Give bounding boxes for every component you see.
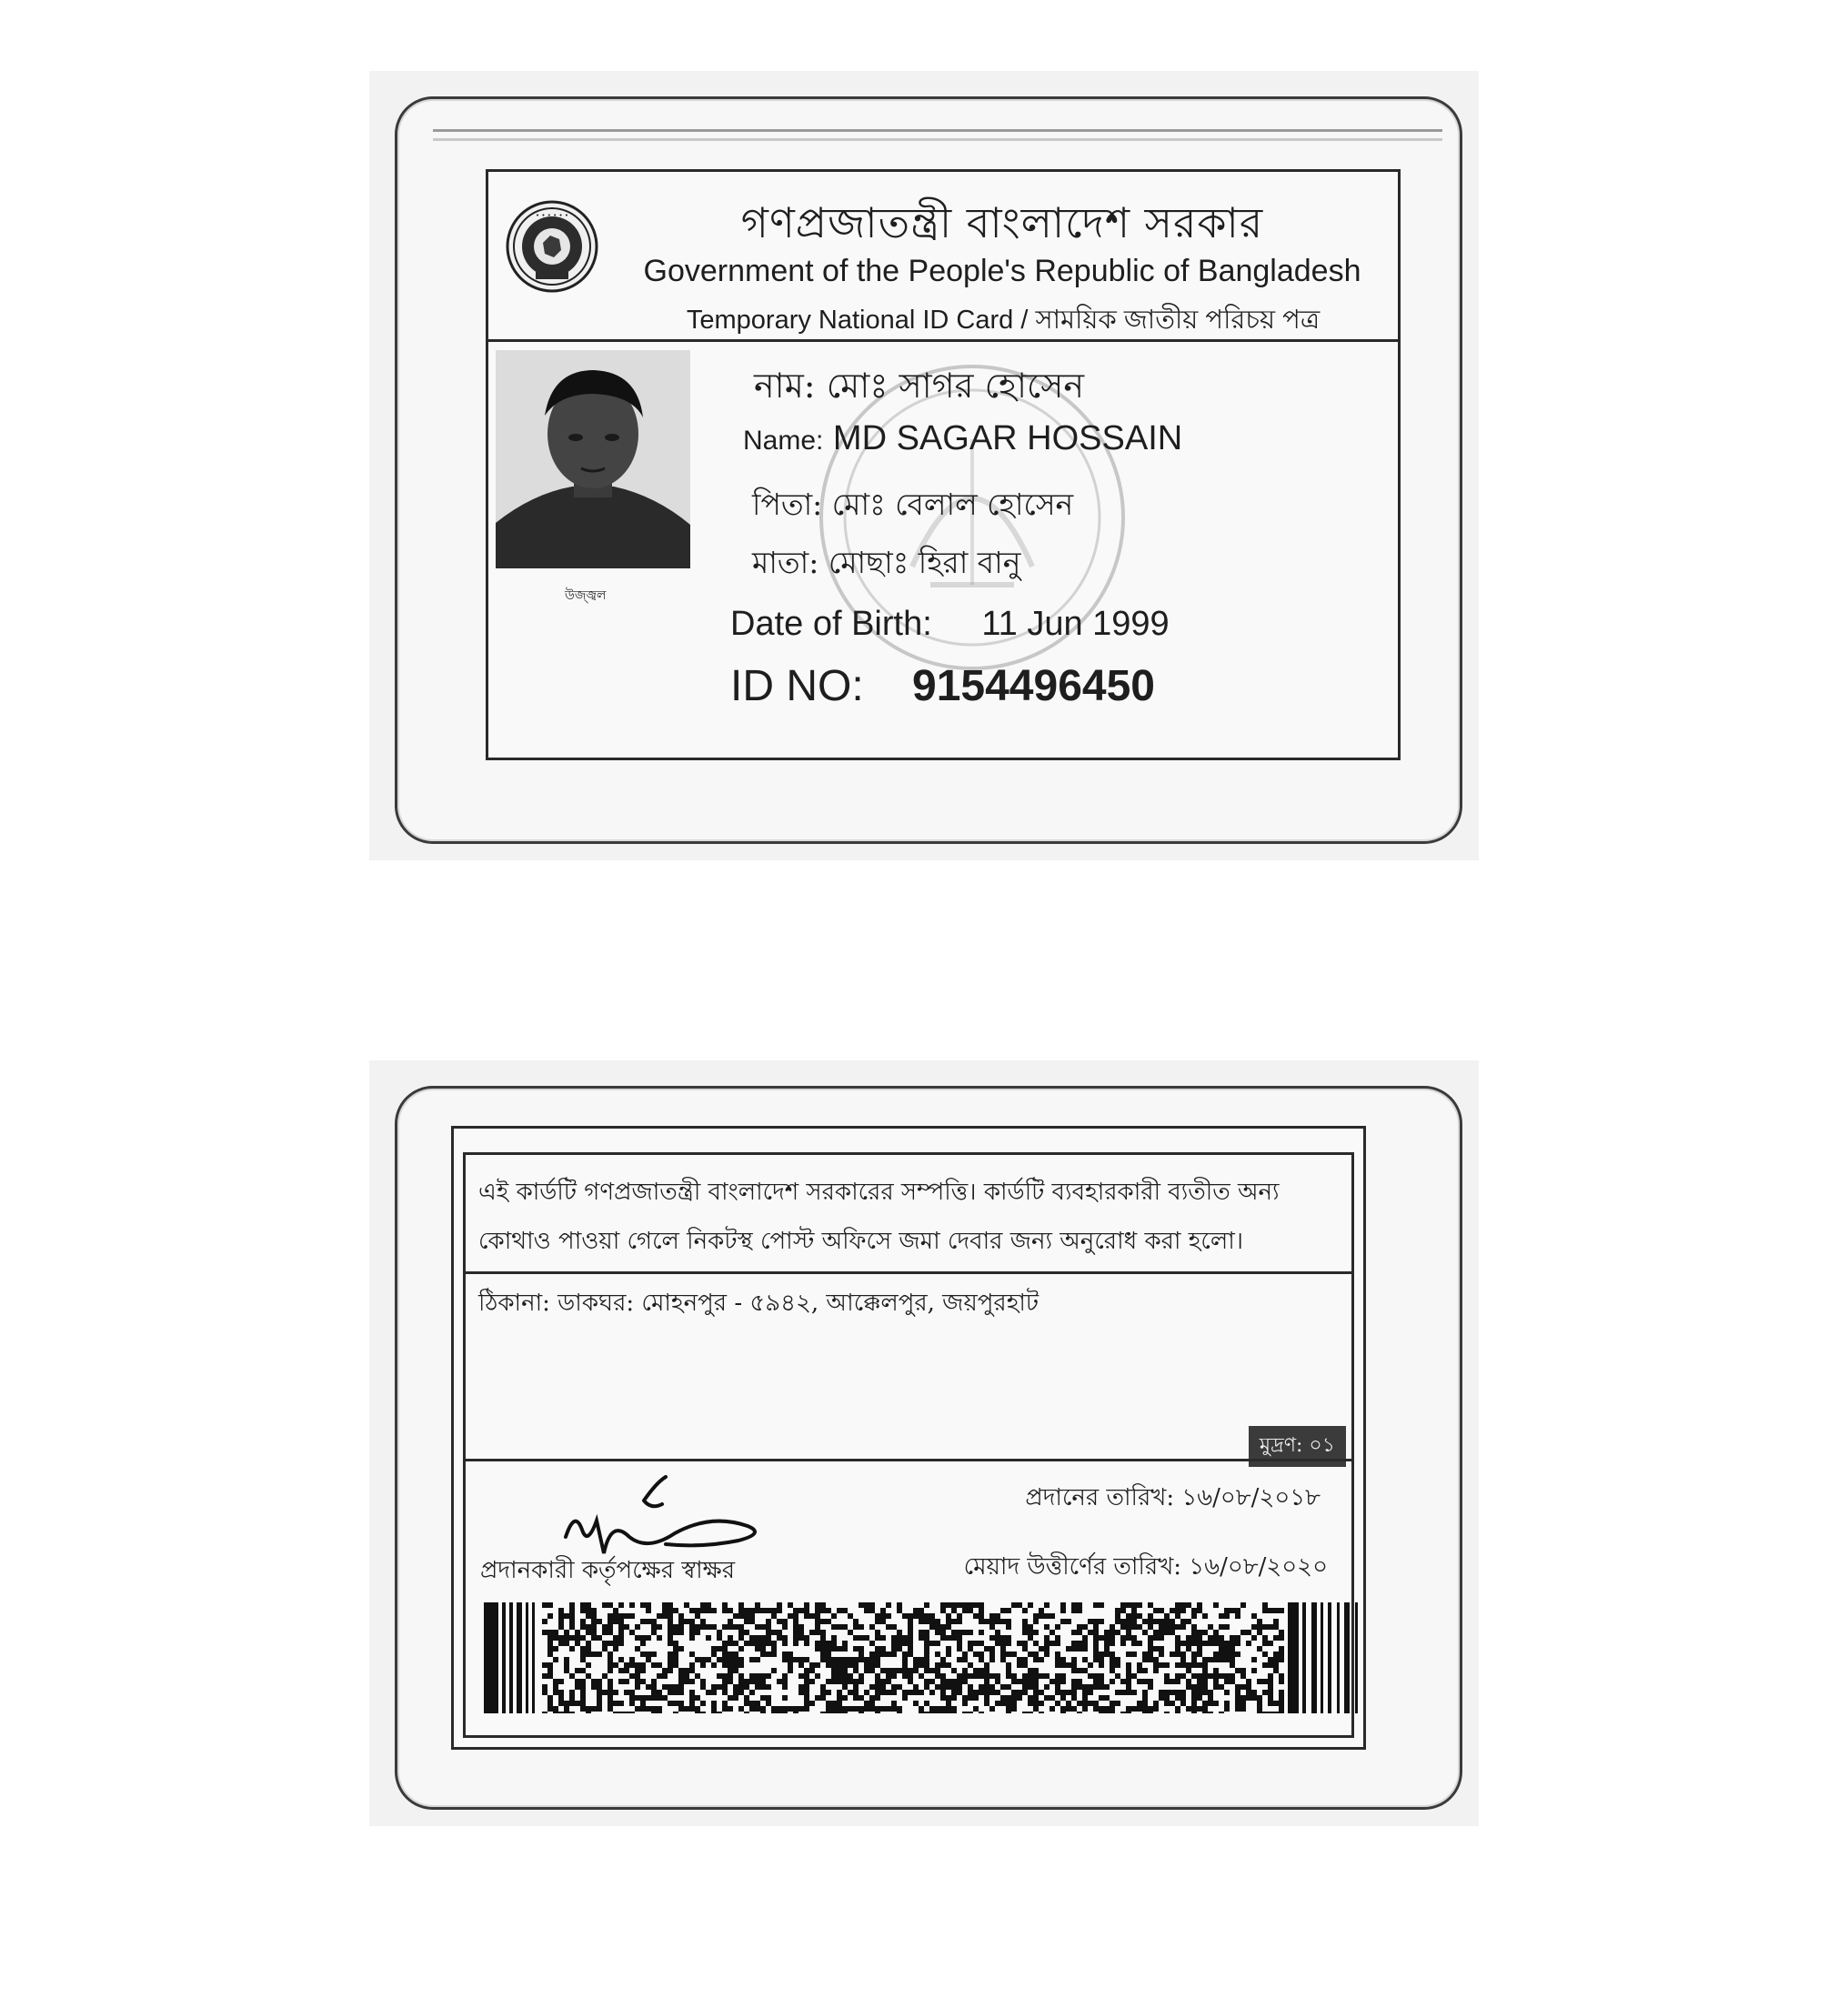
back-scan <box>369 1060 1479 1826</box>
issue-date: প্রদানের তারিখ: ১৬/০৮/২০১৮ <box>1025 1484 1321 1511</box>
government-seal-icon <box>505 199 599 294</box>
photo-caption: উজ্জ্বল <box>565 588 607 603</box>
name-en-label: Name: <box>743 426 824 456</box>
notice-line-2: কোথাও পাওয়া গেলে নিকটস্থ পোস্ট অফিসে জমা দেবার জন্য অনুরোধ করা হলো। <box>478 1228 1244 1255</box>
address-field: ঠিকানা: ডাকঘর: মোহনপুর - ৫৯৪২, আক্কেলপুর, জয়পুরহাট <box>478 1290 1040 1317</box>
divider <box>466 1459 1351 1461</box>
name-en-value: MD SAGAR HOSSAIN <box>832 419 1183 457</box>
name-bn-label: নাম: <box>754 366 816 406</box>
name-bn-value: মোঃ সাগর হোসেন <box>826 366 1085 406</box>
front-scan <box>369 71 1479 860</box>
svg-text:• • • • • •: • • • • • • <box>536 212 568 219</box>
signature-caption: প্রদানকারী কর্তৃপক্ষের স্বাক্ষর <box>480 1557 736 1584</box>
holder-photo <box>496 350 690 568</box>
father-value: মোঃ বেলাল হোসেন <box>831 487 1074 522</box>
id-card-back <box>451 1126 1366 1750</box>
mother-field <box>752 539 1020 590</box>
dob-label: Date of Birth: <box>730 605 932 643</box>
ownership-notice <box>478 1168 1341 1266</box>
mother-label: মাতা: <box>752 545 819 580</box>
divider <box>466 1271 1351 1274</box>
dob-value: 11 Jun 1999 <box>981 605 1170 643</box>
name-bn-field <box>754 359 1084 417</box>
expiry-date: মেয়াদ উত্তীর্ণের তারিখ: ১৬/০৮/২০২০ <box>963 1553 1328 1581</box>
id-number-value: 9154496450 <box>912 662 1155 710</box>
id-card-front <box>486 169 1401 760</box>
header-title-en: Government of the People's Republic of Bangladesh <box>643 254 1361 288</box>
card-header <box>488 172 1398 342</box>
print-count-badge: মুদ্রণ: ০১ <box>1249 1426 1346 1467</box>
notice-line-1: এই কার্ডটি গণপ্রজাতন্ত্রী বাংলাদেশ সরকারের সম্পত্তি। কার্ডটি ব্যবহারকারী ব্যতীত অন্য <box>478 1179 1280 1206</box>
name-en-field <box>743 419 1182 458</box>
id-label: ID NO: <box>730 662 864 710</box>
laminate-sheen <box>433 138 1442 141</box>
id-number-field <box>730 661 1155 711</box>
date-of-birth-field <box>730 605 1170 644</box>
father-label: পিতা: <box>752 487 823 522</box>
portrait-image <box>496 350 690 568</box>
pdf417-barcode-icon <box>484 1602 1362 1713</box>
card-type-label: Temporary National ID Card / সাময়িক জাতীয় পরিচয় পত্র <box>686 306 1321 335</box>
father-field <box>752 481 1073 532</box>
mother-value: মোছাঃ হিরা বানু <box>828 545 1021 580</box>
header-title-bn: গণপ্রজাতন্ত্রী বাংলাদেশ সরকার <box>740 198 1264 247</box>
card-back-frame <box>463 1152 1354 1738</box>
laminate-sheen <box>433 129 1442 132</box>
